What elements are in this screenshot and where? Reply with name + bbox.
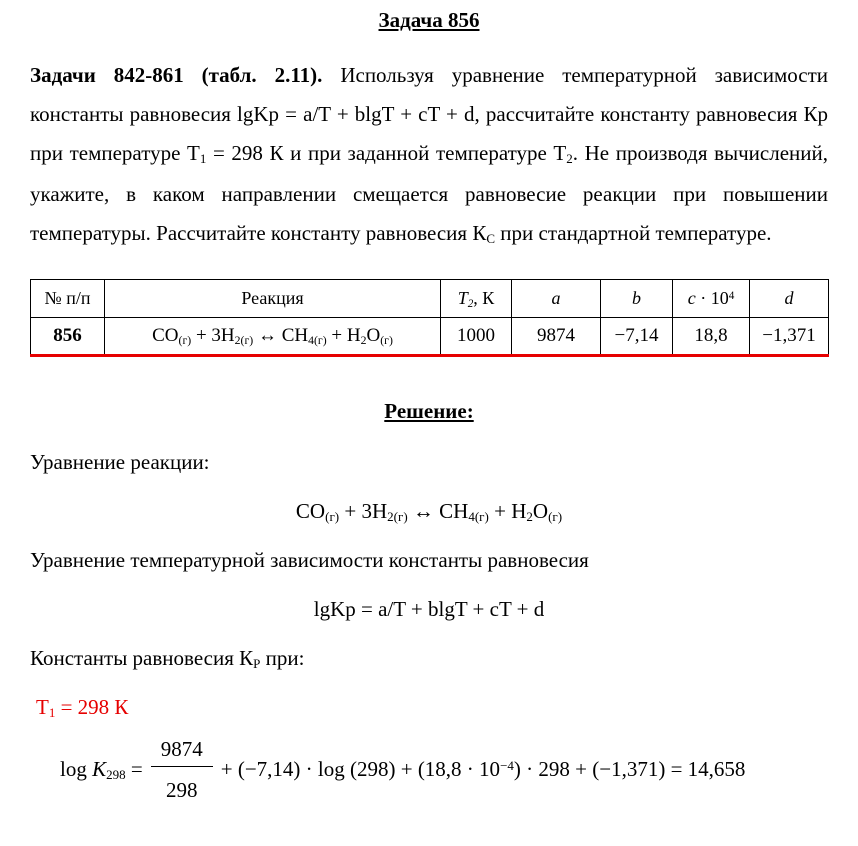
header-cell-number: № п/п: [31, 280, 105, 318]
cell-problem-number: 856: [31, 318, 105, 356]
reaction-equation: CO(г) + 3H2(г) ↔ CH4(г) + H2O(г): [295, 499, 563, 525]
problem-data-table: [30, 279, 829, 357]
kp-label: Константы равновесия КР при:: [30, 646, 305, 672]
header-cell-reaction: Реакция: [105, 280, 441, 318]
fraction-numerator: 9874: [160, 737, 203, 761]
header-cell-c: $c \cdot 10^4$: [673, 280, 750, 318]
header-cell-a: a: [512, 280, 601, 318]
solution-heading-text: Решение:: [384, 399, 474, 423]
header-cell-t2: T2, К: [441, 280, 512, 318]
kp298-left: log K298 =: [60, 757, 143, 783]
cell-a: 9874: [512, 318, 601, 356]
page-title-text: Задача 856: [378, 8, 480, 32]
table-data-row: [31, 318, 829, 356]
cell-d: −1,371: [750, 318, 829, 356]
cell-t2: 1000: [441, 318, 512, 356]
table-header-row: [31, 280, 829, 318]
dependence-label: Уравнение температурной зависимости константы равновесия: [30, 548, 589, 572]
page-title: [30, 8, 828, 33]
cell-c: 18,8: [673, 318, 750, 356]
lgkp-equation: lgKp = a/T + blgT + cT + d: [313, 597, 545, 621]
fraction-denominator: 298: [151, 766, 213, 805]
header-cell-d: d: [750, 280, 829, 318]
cell-b: −7,14: [601, 318, 673, 356]
kp298-right: + $(-7,14) \cdot \log (298) + (18,8 \cdot 10^{-4}) \cdot 298 + (-1,371) = 14,658$: [220, 757, 746, 781]
reaction-label: Уравнение реакции:: [30, 450, 210, 474]
header-cell-b: b: [601, 280, 673, 318]
problem-statement: Задачи 842-861 (табл. 2.11). Используя уравнение температурной зависимости константы равновесия lgKp = a/T + blgT + cT + d, рассчитайте константу равновесия Кр при температуре Т1 = 298 К и при заданной температуре Т2. Не производя вычислений, укажите, в каком направлении смещается равновесие реакции при повышении температуры. Рассчитайте константу равновесия КС при стандартной температуре.: [30, 63, 828, 247]
solution-heading: [30, 399, 828, 424]
cell-reaction: CO(г) + 3H2(г) ↔ CH4(г) + H2O(г): [105, 318, 441, 356]
fraction: [151, 734, 213, 805]
kp298-formula: [60, 734, 828, 805]
t1-value: Т1 = 298 К: [36, 695, 129, 721]
